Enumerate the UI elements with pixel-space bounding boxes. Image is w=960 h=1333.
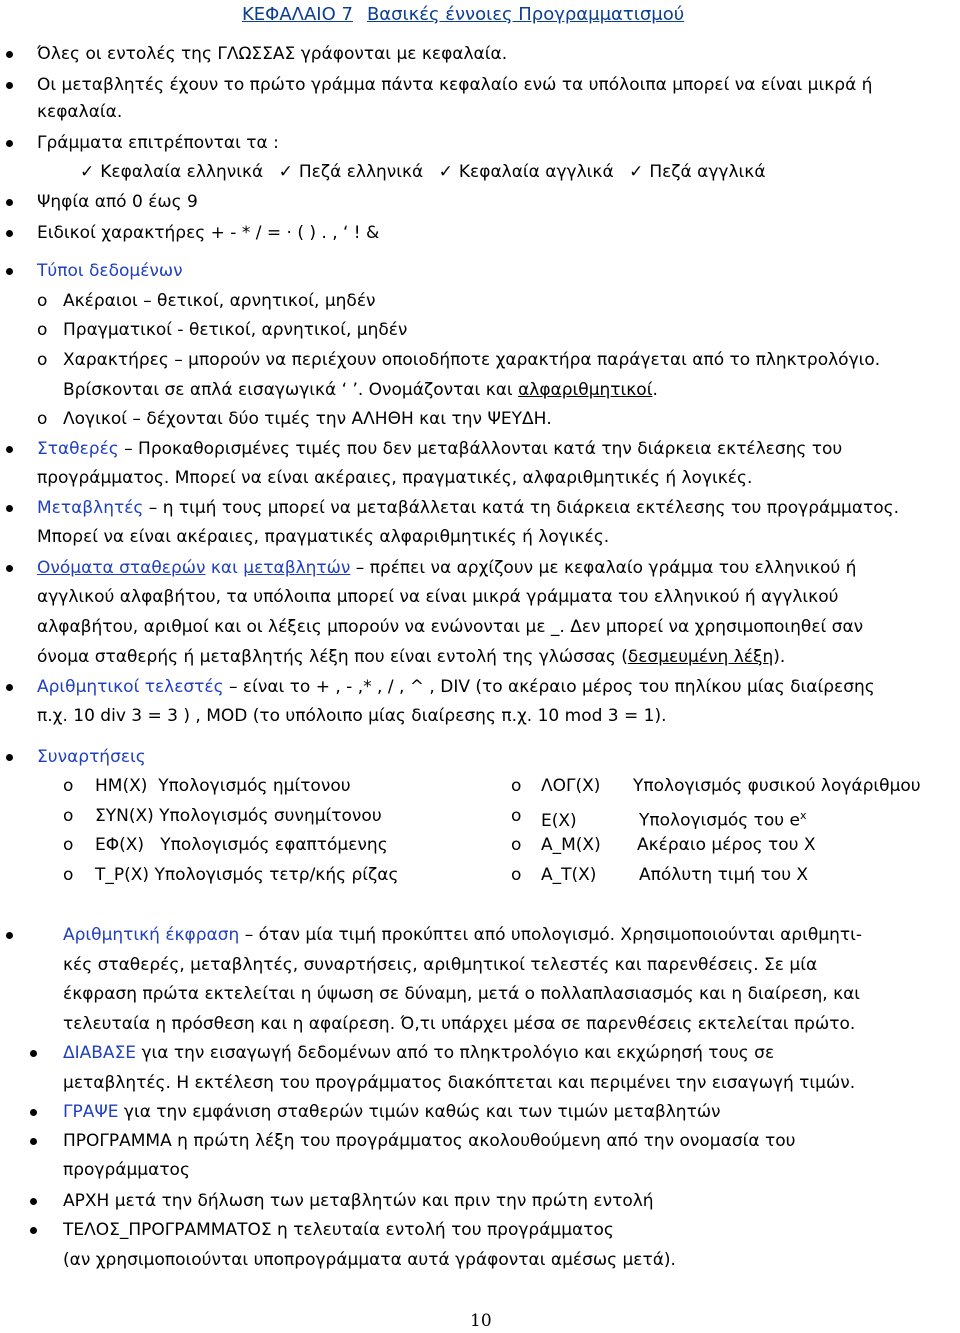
para-constants: Σταθερές – Προκαθορισμένες τιμές που δεν μεταβάλλονται κατά την διάρκεια εκτέλεσης του xyxy=(37,439,843,459)
sub-bullet-icon: o xyxy=(37,350,48,370)
para-end: ΤΕΛΟΣ_ΠΡΟΓΡΑΜΜΑΤΟΣ η τελευταία εντολή του προγράμματος xyxy=(63,1220,614,1240)
term-expression: Αριθμητική έκφραση xyxy=(63,925,240,945)
bullet-icon xyxy=(28,1041,38,1051)
bullet-icon xyxy=(4,496,14,506)
sub-bullet-icon: o xyxy=(63,865,74,885)
type-logical: Λογικοί – δέχονται δύο τιμές την ΑΛΗΘΗ και την ΨΕΥΔΗ. xyxy=(63,409,552,429)
checkmark-icon: ✓ xyxy=(438,162,453,182)
sub-bullet-icon: o xyxy=(37,320,48,340)
sub-bullet-icon: o xyxy=(63,806,74,826)
para-end-cont: (αν χρησιμοποιούνται υποπρογράμματα αυτά γράφονται αμέσως μετά). xyxy=(63,1250,676,1270)
list-item: ✓ Πεζά ελληνικά xyxy=(278,162,424,182)
bullet-icon xyxy=(4,675,14,685)
bullet-icon xyxy=(4,437,14,447)
term-write: ΓΡΑΨΕ xyxy=(63,1102,119,1122)
function-row: ΗΜ(Χ) Υπολογισμός ημίτονου xyxy=(95,776,351,796)
para-expression-cont: κές σταθερές, μεταβλητές, συναρτήσεις, αριθμητικοί τελεστές και παρενθέσεις. Σε μία xyxy=(63,955,818,975)
bullet-icon xyxy=(28,1189,38,1199)
para-expression: Αριθμητική έκφραση – όταν μία τιμή προκύπτει από υπολογισμό. Χρησιμοποιούνται αριθμητι- xyxy=(63,925,862,945)
page-title xyxy=(242,4,684,25)
para-expression-cont: έκφραση πρώτα εκτελείται η ύψωση σε δύναμη, μετά ο πολλαπλασιασμός και η διαίρεση, και xyxy=(63,984,861,1004)
reserved-word-term: δεσμευμένη λέξη xyxy=(627,647,774,667)
sub-bullet-icon: o xyxy=(63,835,74,855)
bullet-icon xyxy=(4,42,14,52)
chapter-label: ΚΕΦΑΛΑΙΟ 7 xyxy=(242,4,353,25)
alphanumeric-term: αλφαριθμητικοί xyxy=(518,380,653,400)
sub-bullet-icon: o xyxy=(63,776,74,796)
para-read: ΔΙΑΒΑΣΕ για την εισαγωγή δεδομένων από το πληκτρολόγιο και εκχώρησή τους σε xyxy=(63,1043,775,1063)
section-data-types: Τύποι δεδομένων xyxy=(37,261,183,281)
para-names-cont: όνομα σταθερής ή μεταβλητής λέξη που είναι εντολή της γλώσσας (δεσμευμένη λέξη). xyxy=(37,647,786,667)
function-row: Α_Τ(Χ) Απόλυτη τιμή του Χ xyxy=(541,865,809,885)
type-chars: Χαρακτήρες – μπορούν να περιέχουν οποιοδήποτε χαρακτήρα παράγεται από το πληκτρολόγιο. xyxy=(63,350,881,370)
sub-bullet-icon: o xyxy=(37,409,48,429)
sub-bullet-icon: o xyxy=(511,835,522,855)
para-allowed-letters: Γράμματα επιτρέπονται τα : xyxy=(37,133,279,153)
type-reals: Πραγματικοί - θετικοί, αρνητικοί, μηδέν xyxy=(63,320,408,340)
checkmark-icon: ✓ xyxy=(629,162,644,182)
bullet-icon xyxy=(28,1218,38,1228)
term-variable-names: μεταβλητών xyxy=(243,558,351,578)
list-item: ✓ Πεζά αγγλικά xyxy=(629,162,766,182)
function-row: ΛΟΓ(Χ) Υπολογισμός φυσικού λογάριθμου xyxy=(541,776,921,796)
term-variables: Μεταβλητές xyxy=(37,498,144,518)
para-variables: Μεταβλητές – η τιμή τους μπορεί να μεταβάλλεται κατά τη διάρκεια εκτέλεσης του προγράμματος. xyxy=(37,498,900,518)
sub-bullet-icon: o xyxy=(511,806,522,826)
para-read-cont: μεταβλητές. Η εκτέλεση του προγράμματος διακόπτεται και περιμένει την εισαγωγή τιμών. xyxy=(63,1073,856,1093)
para-operators-cont: π.χ. 10 div 3 = 3 ) , MOD (το υπόλοιπο μίας διαίρεσης π.χ. 10 mod 3 = 1). xyxy=(37,706,667,726)
para-variables-cont: Μπορεί να είναι ακέραιες, πραγματικές αλφαριθμητικές ή λογικές. xyxy=(37,527,610,547)
para-operators: Αριθμητικοί τελεστές – είναι το + , - ,* , / , ^ , DIV (το ακέραιο μέρος του πηλίκου μίας διαίρεσης xyxy=(37,677,875,697)
para-write: ΓΡΑΨΕ για την εμφάνιση σταθερών τιμών καθώς και των τιμών μεταβλητών xyxy=(63,1102,721,1122)
para-uppercase-commands: Όλες οι εντολές της ΓΛΩΣΣΑΣ γράφονται με κεφαλαία. xyxy=(37,44,508,64)
bullet-icon xyxy=(4,221,14,231)
para-special-chars: Ειδικοί χαρακτήρες + - * / = ‧ ( ) . , ‘ ! & xyxy=(37,223,380,243)
para-constants-cont: προγράμματος. Μπορεί να είναι ακέραιες, πραγματικές, αλφαριθμητικές ή λογικές. xyxy=(37,468,753,488)
bullet-icon xyxy=(4,556,14,566)
sub-bullet-icon: o xyxy=(511,865,522,885)
list-item: ✓ Κεφαλαία ελληνικά xyxy=(80,162,264,182)
function-row: ΕΦ(Χ) Υπολογισμός εφαπτόμενης xyxy=(95,835,388,855)
function-row: ΣΥΝ(Χ) Υπολογισμός συνημίτονου xyxy=(95,806,382,826)
para-digits: Ψηφία από 0 έως 9 xyxy=(37,192,198,212)
para-variables-case-cont: κεφαλαία. xyxy=(37,102,123,122)
para-program: ΠΡΟΓΡΑΜΜΑ η πρώτη λέξη του προγράμματος ακολουθούμενη από την ονομασία του xyxy=(63,1131,796,1151)
para-program-cont: προγράμματος xyxy=(63,1160,190,1180)
para-names-cont: αγγλικού αλφαβήτου, τα υπόλοιπα μπορεί να είναι μικρά γράμματα του ελληνικού ή αγγλικού xyxy=(37,587,839,607)
term-operators: Αριθμητικοί τελεστές xyxy=(37,677,224,697)
bullet-icon xyxy=(4,923,14,933)
letters-list xyxy=(80,160,776,184)
chapter-subject: Βασικές έννοιες Προγραμματισμού xyxy=(366,4,685,25)
bullet-icon xyxy=(4,131,14,141)
function-row: Τ_Ρ(Χ) Υπολογισμός τετρ/κής ρίζας xyxy=(95,865,399,885)
term-read: ΔΙΑΒΑΣΕ xyxy=(63,1043,137,1063)
term-constants: Σταθερές xyxy=(37,439,119,459)
sub-bullet-icon: o xyxy=(37,291,48,311)
para-begin: ΑΡΧΗ μετά την δήλωση των μεταβλητών και πριν την πρώτη εντολή xyxy=(63,1191,654,1211)
checkmark-icon: ✓ xyxy=(80,162,95,182)
term-constant-names: Ονόματα σταθερών xyxy=(37,558,206,578)
function-row: Α_Μ(Χ) Ακέραιο μέρος του Χ xyxy=(541,835,816,855)
bullet-icon xyxy=(4,259,14,269)
para-names: Ονόματα σταθερών και μεταβλητών – πρέπει να αρχίζουν με κεφαλαίο γράμμα του ελληνικού ή xyxy=(37,558,857,578)
para-names-cont: αλφαβήτου, αριθμοί και οι λέξεις μπορούν να ενώνονται με _. Δεν μπορεί να χρησιμοποιηθεί σαν xyxy=(37,617,864,637)
bullet-icon xyxy=(28,1100,38,1110)
sub-bullet-icon: o xyxy=(511,776,522,796)
para-variables-case: Οι μεταβλητές έχουν το πρώτο γράμμα πάντα κεφαλαίο ενώ τα υπόλοιπα μπορεί να είναι μικρά ή xyxy=(37,75,873,95)
type-integers: Ακέραιοι – θετικοί, αρνητικοί, μηδέν xyxy=(63,291,376,311)
bullet-icon xyxy=(4,73,14,83)
checkmark-icon: ✓ xyxy=(278,162,293,182)
list-item: ✓ Κεφαλαία αγγλικά xyxy=(438,162,614,182)
type-chars-cont: Βρίσκονται σε απλά εισαγωγικά ‘ ’. Ονομάζονται και αλφαριθμητικοί. xyxy=(63,380,658,400)
page-number: 10 xyxy=(470,1311,492,1331)
bullet-icon xyxy=(4,745,14,755)
section-functions: Συναρτήσεις xyxy=(37,747,146,767)
function-row: Ε(Χ) Υπολογισμός του $e^x$ xyxy=(541,809,807,831)
para-expression-cont: τελευταία η πρόσθεση και η αφαίρεση. Ό,τι υπάρχει μέσα σε παρενθέσεις εκτελείται πρώτο. xyxy=(63,1014,856,1034)
bullet-icon xyxy=(4,190,14,200)
bullet-icon xyxy=(28,1129,38,1139)
